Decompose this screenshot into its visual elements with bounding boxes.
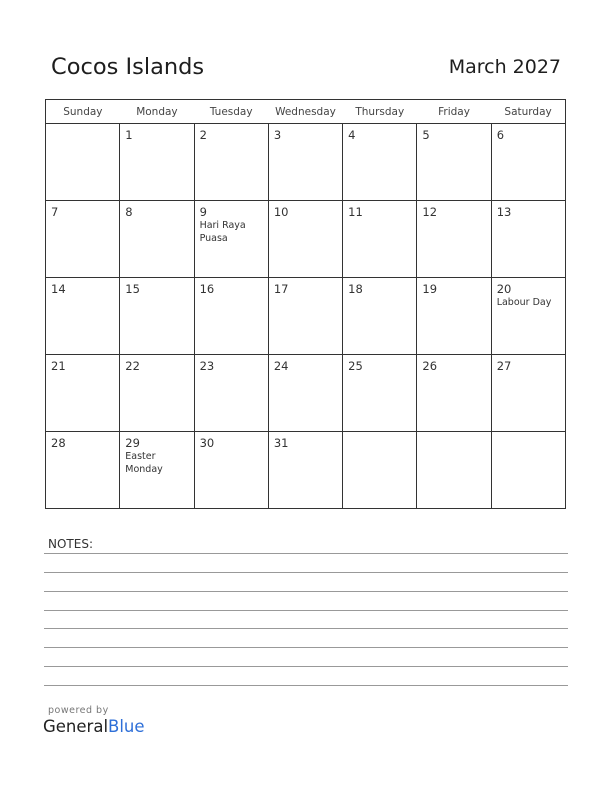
calendar-day-cell bbox=[46, 432, 120, 509]
notes-line bbox=[44, 610, 568, 611]
day-number: 16 bbox=[199, 282, 215, 296]
calendar-day-cell bbox=[491, 124, 565, 201]
calendar-day-cell bbox=[120, 201, 194, 278]
calendar-empty-cell bbox=[417, 432, 491, 509]
notes-line bbox=[44, 647, 568, 648]
calendar-day-cell bbox=[194, 124, 268, 201]
weekday-friday: Friday bbox=[417, 100, 491, 124]
weekday-tuesday: Tuesday bbox=[194, 100, 268, 124]
day-cell-content bbox=[120, 432, 193, 508]
day-number: 13 bbox=[496, 205, 512, 219]
weekday-thursday: Thursday bbox=[343, 100, 417, 124]
calendar-day-cell bbox=[417, 355, 491, 432]
calendar-day-cell bbox=[46, 201, 120, 278]
day-number: 19 bbox=[422, 282, 438, 296]
day-cell-content bbox=[46, 124, 119, 200]
calendar-day-cell bbox=[120, 355, 194, 432]
day-number: 21 bbox=[51, 359, 66, 373]
day-number: 3 bbox=[273, 128, 282, 142]
day-cell-content bbox=[492, 201, 565, 277]
day-number: 6 bbox=[496, 128, 505, 142]
powered-by-text: powered by bbox=[48, 705, 109, 716]
day-cell-content bbox=[492, 278, 565, 354]
day-number: 11 bbox=[348, 205, 363, 219]
calendar-day-cell bbox=[417, 124, 491, 201]
notes-line bbox=[44, 553, 568, 554]
day-number: 4 bbox=[348, 128, 356, 142]
calendar-day-cell bbox=[194, 278, 268, 355]
calendar-day-cell bbox=[268, 278, 342, 355]
notes-line bbox=[44, 591, 568, 592]
day-number: 31 bbox=[273, 436, 289, 450]
day-number: 5 bbox=[422, 128, 430, 142]
day-cell-content bbox=[269, 124, 342, 200]
holiday-label: Labour Day bbox=[496, 297, 552, 308]
notes-label: NOTES: bbox=[48, 537, 93, 551]
day-number: 1 bbox=[125, 128, 133, 142]
calendar-day-cell bbox=[46, 355, 120, 432]
calendar-day-cell bbox=[343, 201, 417, 278]
notes-line bbox=[44, 572, 568, 573]
calendar-week-row bbox=[46, 124, 566, 201]
day-cell-content bbox=[417, 201, 490, 277]
holiday-label: Puasa bbox=[199, 233, 228, 244]
day-number: 7 bbox=[51, 205, 59, 219]
day-number: 30 bbox=[199, 436, 215, 450]
day-cell-content bbox=[46, 432, 119, 508]
day-number: 23 bbox=[199, 359, 215, 373]
day-cell-content bbox=[195, 201, 268, 277]
day-cell-content bbox=[46, 355, 119, 431]
day-cell-content bbox=[46, 278, 119, 354]
calendar-empty-cell bbox=[491, 432, 565, 509]
day-cell-content bbox=[417, 355, 490, 431]
day-cell-content bbox=[492, 355, 565, 431]
calendar-day-cell bbox=[46, 278, 120, 355]
calendar-day-cell bbox=[491, 355, 565, 432]
day-cell-content bbox=[195, 355, 268, 431]
day-cell-content bbox=[120, 355, 193, 431]
calendar-day-cell bbox=[120, 278, 194, 355]
weekday-wednesday: Wednesday bbox=[268, 100, 342, 124]
weekday-header-row bbox=[46, 100, 566, 124]
weekday-monday: Monday bbox=[120, 100, 194, 124]
day-number: 12 bbox=[422, 205, 438, 219]
calendar-location-title: Cocos Islands bbox=[51, 54, 205, 80]
day-cell-content bbox=[195, 124, 268, 200]
day-cell-content bbox=[343, 432, 416, 508]
calendar-day-cell bbox=[268, 432, 342, 509]
day-number: 28 bbox=[51, 436, 66, 450]
day-number: 14 bbox=[51, 282, 66, 296]
calendar-day-cell bbox=[268, 355, 342, 432]
notes-line bbox=[44, 628, 568, 629]
calendar-day-cell bbox=[120, 432, 194, 509]
brand-general: General bbox=[43, 717, 109, 736]
calendar-week-row bbox=[46, 278, 566, 355]
day-cell-content bbox=[120, 124, 193, 200]
calendar-day-cell bbox=[417, 201, 491, 278]
calendar-day-cell bbox=[194, 201, 268, 278]
day-number: 27 bbox=[496, 359, 512, 373]
calendar-day-cell bbox=[491, 201, 565, 278]
day-cell-content bbox=[343, 124, 416, 200]
calendar-day-cell bbox=[194, 432, 268, 509]
calendar-week-row bbox=[46, 201, 566, 278]
day-cell-content bbox=[492, 124, 565, 200]
day-number: 29 bbox=[125, 436, 140, 450]
calendar-day-cell bbox=[194, 355, 268, 432]
day-number: 9 bbox=[199, 205, 207, 219]
day-cell-content bbox=[417, 124, 490, 200]
day-cell-content bbox=[120, 278, 193, 354]
calendar-day-cell bbox=[417, 278, 491, 355]
day-number: 18 bbox=[348, 282, 363, 296]
calendar-empty-cell bbox=[46, 124, 120, 201]
day-number: 15 bbox=[125, 282, 140, 296]
calendar-week-row bbox=[46, 432, 566, 509]
day-cell-content bbox=[195, 278, 268, 354]
calendar-day-cell bbox=[343, 278, 417, 355]
day-number: 17 bbox=[273, 282, 289, 296]
weekday-sunday: Sunday bbox=[46, 100, 120, 124]
calendar-day-cell bbox=[120, 124, 194, 201]
calendar-day-cell bbox=[491, 278, 565, 355]
day-number: 26 bbox=[422, 359, 438, 373]
calendar-week-row bbox=[46, 355, 566, 432]
calendar-day-cell bbox=[343, 355, 417, 432]
day-cell-content bbox=[269, 355, 342, 431]
calendar-day-cell bbox=[343, 124, 417, 201]
calendar-day-cell bbox=[268, 201, 342, 278]
day-cell-content bbox=[120, 201, 193, 277]
day-cell-content bbox=[492, 432, 565, 508]
day-cell-content bbox=[417, 278, 490, 354]
day-cell-content bbox=[343, 201, 416, 277]
notes-line bbox=[44, 666, 568, 667]
holiday-label: Hari Raya bbox=[199, 220, 246, 231]
calendar-empty-cell bbox=[343, 432, 417, 509]
day-number: 2 bbox=[199, 128, 207, 142]
day-cell-content bbox=[343, 278, 416, 354]
brand-blue: Blue bbox=[108, 717, 145, 736]
day-cell-content bbox=[417, 432, 490, 508]
day-cell-content bbox=[343, 355, 416, 431]
calendar-grid bbox=[45, 99, 566, 509]
calendar-day-cell bbox=[268, 124, 342, 201]
holiday-label: Monday bbox=[125, 464, 163, 475]
day-cell-content bbox=[195, 432, 268, 508]
day-number: 20 bbox=[496, 282, 512, 296]
day-number: 8 bbox=[125, 205, 133, 219]
day-cell-content bbox=[269, 201, 342, 277]
generalblue-logo[interactable] bbox=[43, 717, 145, 736]
notes-line bbox=[44, 685, 568, 686]
weekday-saturday: Saturday bbox=[491, 100, 565, 124]
day-number: 22 bbox=[125, 359, 140, 373]
day-number: 24 bbox=[273, 359, 289, 373]
day-cell-content bbox=[269, 432, 342, 508]
day-number: 25 bbox=[348, 359, 363, 373]
day-number: 10 bbox=[273, 205, 289, 219]
calendar-month-title: March 2027 bbox=[448, 56, 561, 78]
day-cell-content bbox=[46, 201, 119, 277]
day-cell-content bbox=[269, 278, 342, 354]
holiday-label: Easter bbox=[125, 451, 156, 462]
